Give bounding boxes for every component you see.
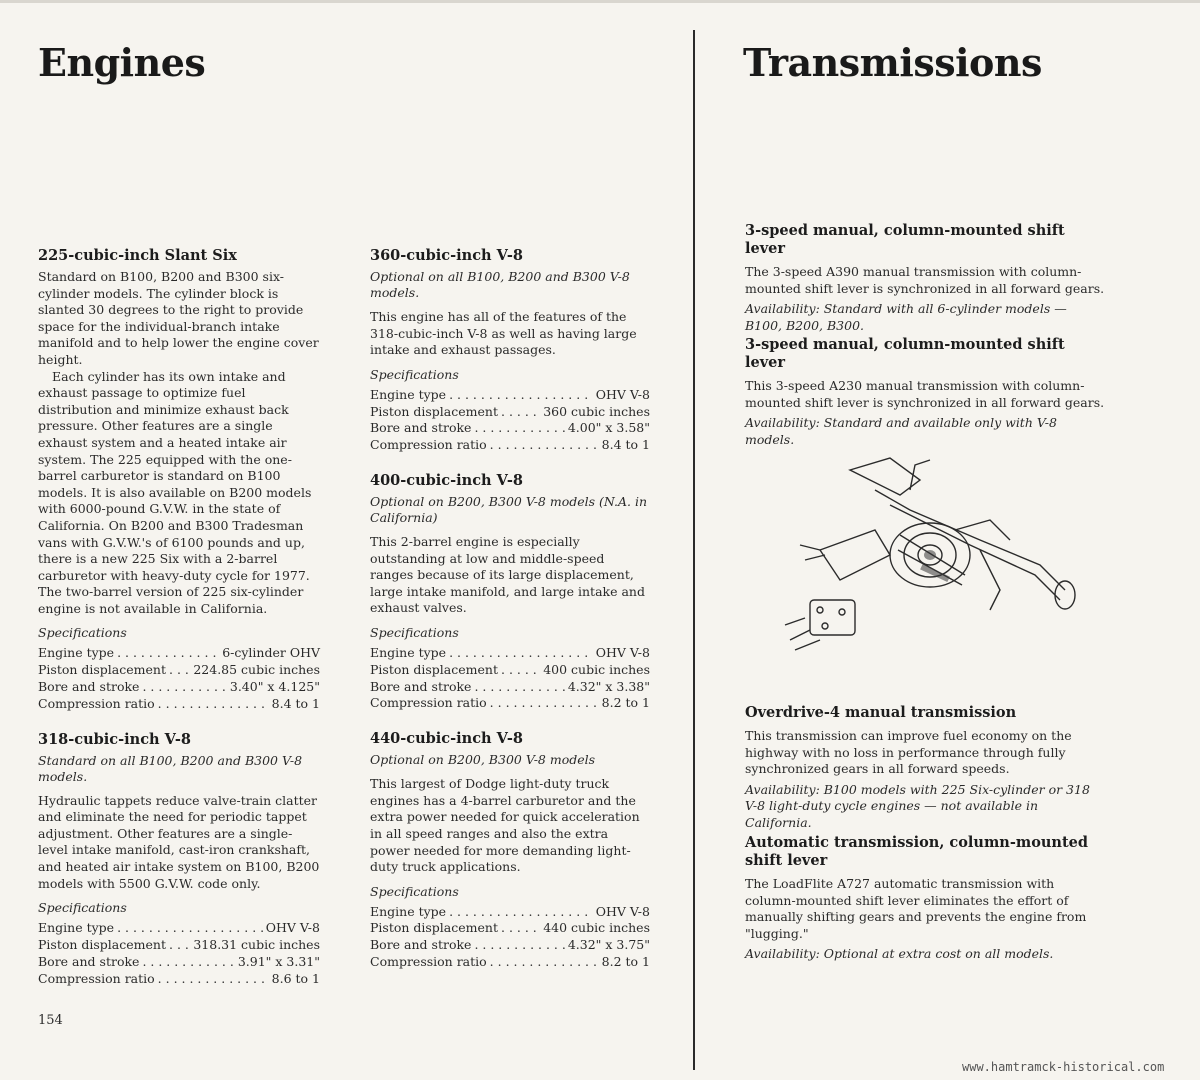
watermark-text: www.hamtramck-historical.com xyxy=(962,1060,1165,1074)
transmission-a230-paragraph: This 3-speed A230 manual transmission with column-mounted shift lever is synchronized in all forward gears. xyxy=(745,378,1105,410)
spec-row: Piston displacement . . . 224.85 cubic inches xyxy=(38,662,320,679)
transmission-a230-section xyxy=(745,336,1105,448)
spec-row: Piston displacement . . . 360 cubic inches xyxy=(370,404,650,421)
spec-row: Engine type . . . 6-cylinder OHV xyxy=(38,645,320,662)
engine-440-heading: 440-cubic-inch V-8 xyxy=(370,730,523,748)
spec-row: Bore and stroke . . . 4.00" x 3.58" xyxy=(370,420,650,437)
engine-318-heading: 318-cubic-inch V-8 xyxy=(38,730,191,748)
spec-row: Bore and stroke . . . 3.91" x 3.31" xyxy=(38,954,320,971)
transmissions-title: Transmissions xyxy=(743,40,1042,85)
engine-318-spec-label: Specifications xyxy=(38,900,127,916)
column-divider xyxy=(693,30,695,1070)
spec-row: Engine type . . . OHV V-8 xyxy=(370,645,650,662)
engine-318-subtitle: Standard on all B100, B200 and B300 V-8 models. xyxy=(38,752,303,784)
engine-225-section xyxy=(38,247,320,713)
transmission-od4-heading: Overdrive-4 manual transmission xyxy=(745,704,1017,721)
engine-440-section xyxy=(370,730,650,971)
engine-400-subtitle: Optional on B200, B300 V-8 models (N.A. in California) xyxy=(370,493,648,525)
engine-318-paragraph: Hydraulic tappets reduce valve-train clatter and eliminate the need for periodic tappet adjustment. Other features are a single-level intake manifold, cast-iron crankshaft, and heated air intake system on B100, B200 models with 5500 G.V.W. code only. xyxy=(38,792,320,891)
engine-225-heading: 225-cubic-inch Slant Six xyxy=(38,247,237,264)
engine-440-paragraph: This largest of Dodge light-duty truck engines has a 4-barrel carburetor and the extra power needed for quick acceleration in all speed ranges and also the extra power needed for more demanding light-duty truck applications. xyxy=(370,776,640,875)
engine-440-subtitle: Optional on B200, B300 V-8 models xyxy=(370,752,596,768)
engine-225-paragraph-1: Standard on B100, B200 and B300 six-cylinder models. The cylinder block is slanted 30 degrees to the right to provide space for the individual-branch intake manifold and to help lower the engine cover height. xyxy=(38,269,319,367)
transmission-od4-availability: Availability: B100 models with 225 Six-cylinder or 318 V-8 light-duty cycle engines — not available in California. xyxy=(745,781,1090,830)
engines-title: Engines xyxy=(38,40,206,85)
spec-row: Bore and stroke . . . 4.32" x 3.75" xyxy=(370,937,650,954)
engine-360-paragraph: This engine has all of the features of the 318-cubic-inch V-8 as well as having large intake and exhaust passages. xyxy=(370,309,637,358)
engine-360-heading: 360-cubic-inch V-8 xyxy=(370,247,523,264)
spec-row: Compression ratio . . . 8.4 to 1 xyxy=(370,437,650,454)
engines-column-right xyxy=(370,247,650,989)
engine-360-section xyxy=(370,247,650,454)
spec-row: Compression ratio . . . 8.2 to 1 xyxy=(370,695,650,712)
engine-440-spec-label: Specifications xyxy=(370,883,459,899)
engine-360-subtitle: Optional on all B100, B200 and B300 V-8 models. xyxy=(370,269,630,300)
engines-column-left xyxy=(38,247,320,1005)
transmission-a230-heading: 3-speed manual, column-mounted shift lever xyxy=(745,336,1065,371)
engine-400-spec-label: Specifications xyxy=(370,624,459,640)
transmission-automatic-section xyxy=(745,834,1105,963)
engine-400-heading: 400-cubic-inch V-8 xyxy=(370,471,523,489)
spec-row: Engine type . . . OHV V-8 xyxy=(370,387,650,404)
page-number: 154 xyxy=(38,1013,63,1028)
transmission-od4-paragraph: This transmission can improve fuel economy on the highway with no loss in performance through fully synchronized gears in all forward speeds. xyxy=(745,728,1072,777)
engine-360-spec-label: Specifications xyxy=(370,366,459,382)
transmission-a390-availability: Availability: Standard with all 6-cylinder models — B100, B200, B300. xyxy=(745,301,1067,333)
top-rule xyxy=(0,0,1200,3)
spec-row: Piston displacement . . . 440 cubic inches xyxy=(370,920,650,937)
engine-225-spec-label: Specifications xyxy=(38,625,127,641)
transmission-automatic-paragraph: The LoadFlite A727 automatic transmission with column-mounted shift lever eliminates the effort of manually shifting gears and prevents the engine from "lugging." xyxy=(745,876,1087,941)
spec-row: Piston displacement . . . 318.31 cubic inches xyxy=(38,937,320,954)
spec-row: Piston displacement . . . 400 cubic inches xyxy=(370,662,650,679)
spec-row: Engine type . . . OHV V-8 xyxy=(38,920,320,937)
engine-225-paragraph-2: Each cylinder has its own intake and exhaust passage to optimize fuel distribution and minimize exhaust back pressure. Other features are a single exhaust system and a heated intake air system. The 225 equipped with the one-barrel carburetor is standard on B100 models. It is also available on B200 models with 6000-pound G.V.W. in the state of California. On B200 and B300 Tradesman vans with G.V.W.'s of 6100 pounds and up, there is a new 225 Six with a 2-barrel carburetor with heavy-duty cycle for 1977. The two-barrel version of 225 six-cylinder engine is not available in California. xyxy=(38,368,312,616)
spec-row: Compression ratio . . . 8.2 to 1 xyxy=(370,954,650,971)
transmission-a390-heading: 3-speed manual, column-mounted shift lever xyxy=(745,222,1065,257)
transmission-automatic-availability: Availability: Optional at extra cost on all models. xyxy=(745,946,1054,962)
transmission-illustration xyxy=(780,450,1090,670)
spec-row: Engine type . . . OHV V-8 xyxy=(370,904,650,921)
transmission-a230-availability: Availability: Standard and available only with V-8 models. xyxy=(745,415,1057,447)
engine-318-section xyxy=(38,731,320,988)
transmission-a390-section xyxy=(745,222,1105,334)
transmission-automatic-heading: Automatic transmission, column-mounted shift lever xyxy=(745,834,1089,869)
spec-row: Bore and stroke . . . 3.40" x 4.125" xyxy=(38,679,320,696)
engine-400-section xyxy=(370,472,650,712)
transmission-a390-paragraph: The 3-speed A390 manual transmission with column-mounted shift lever is synchronized in all forward gears. xyxy=(745,264,1105,296)
engine-400-paragraph: This 2-barrel engine is especially outstanding at low and middle-speed ranges because of its large displacement, large intake manifold, and large intake and exhaust valves. xyxy=(370,533,645,616)
transmission-od4-section xyxy=(745,704,1105,832)
spec-row: Bore and stroke . . . 4.32" x 3.38" xyxy=(370,679,650,696)
spec-row: Compression ratio . . . 8.4 to 1 xyxy=(38,696,320,713)
spec-row: Compression ratio . . . 8.6 to 1 xyxy=(38,971,320,988)
